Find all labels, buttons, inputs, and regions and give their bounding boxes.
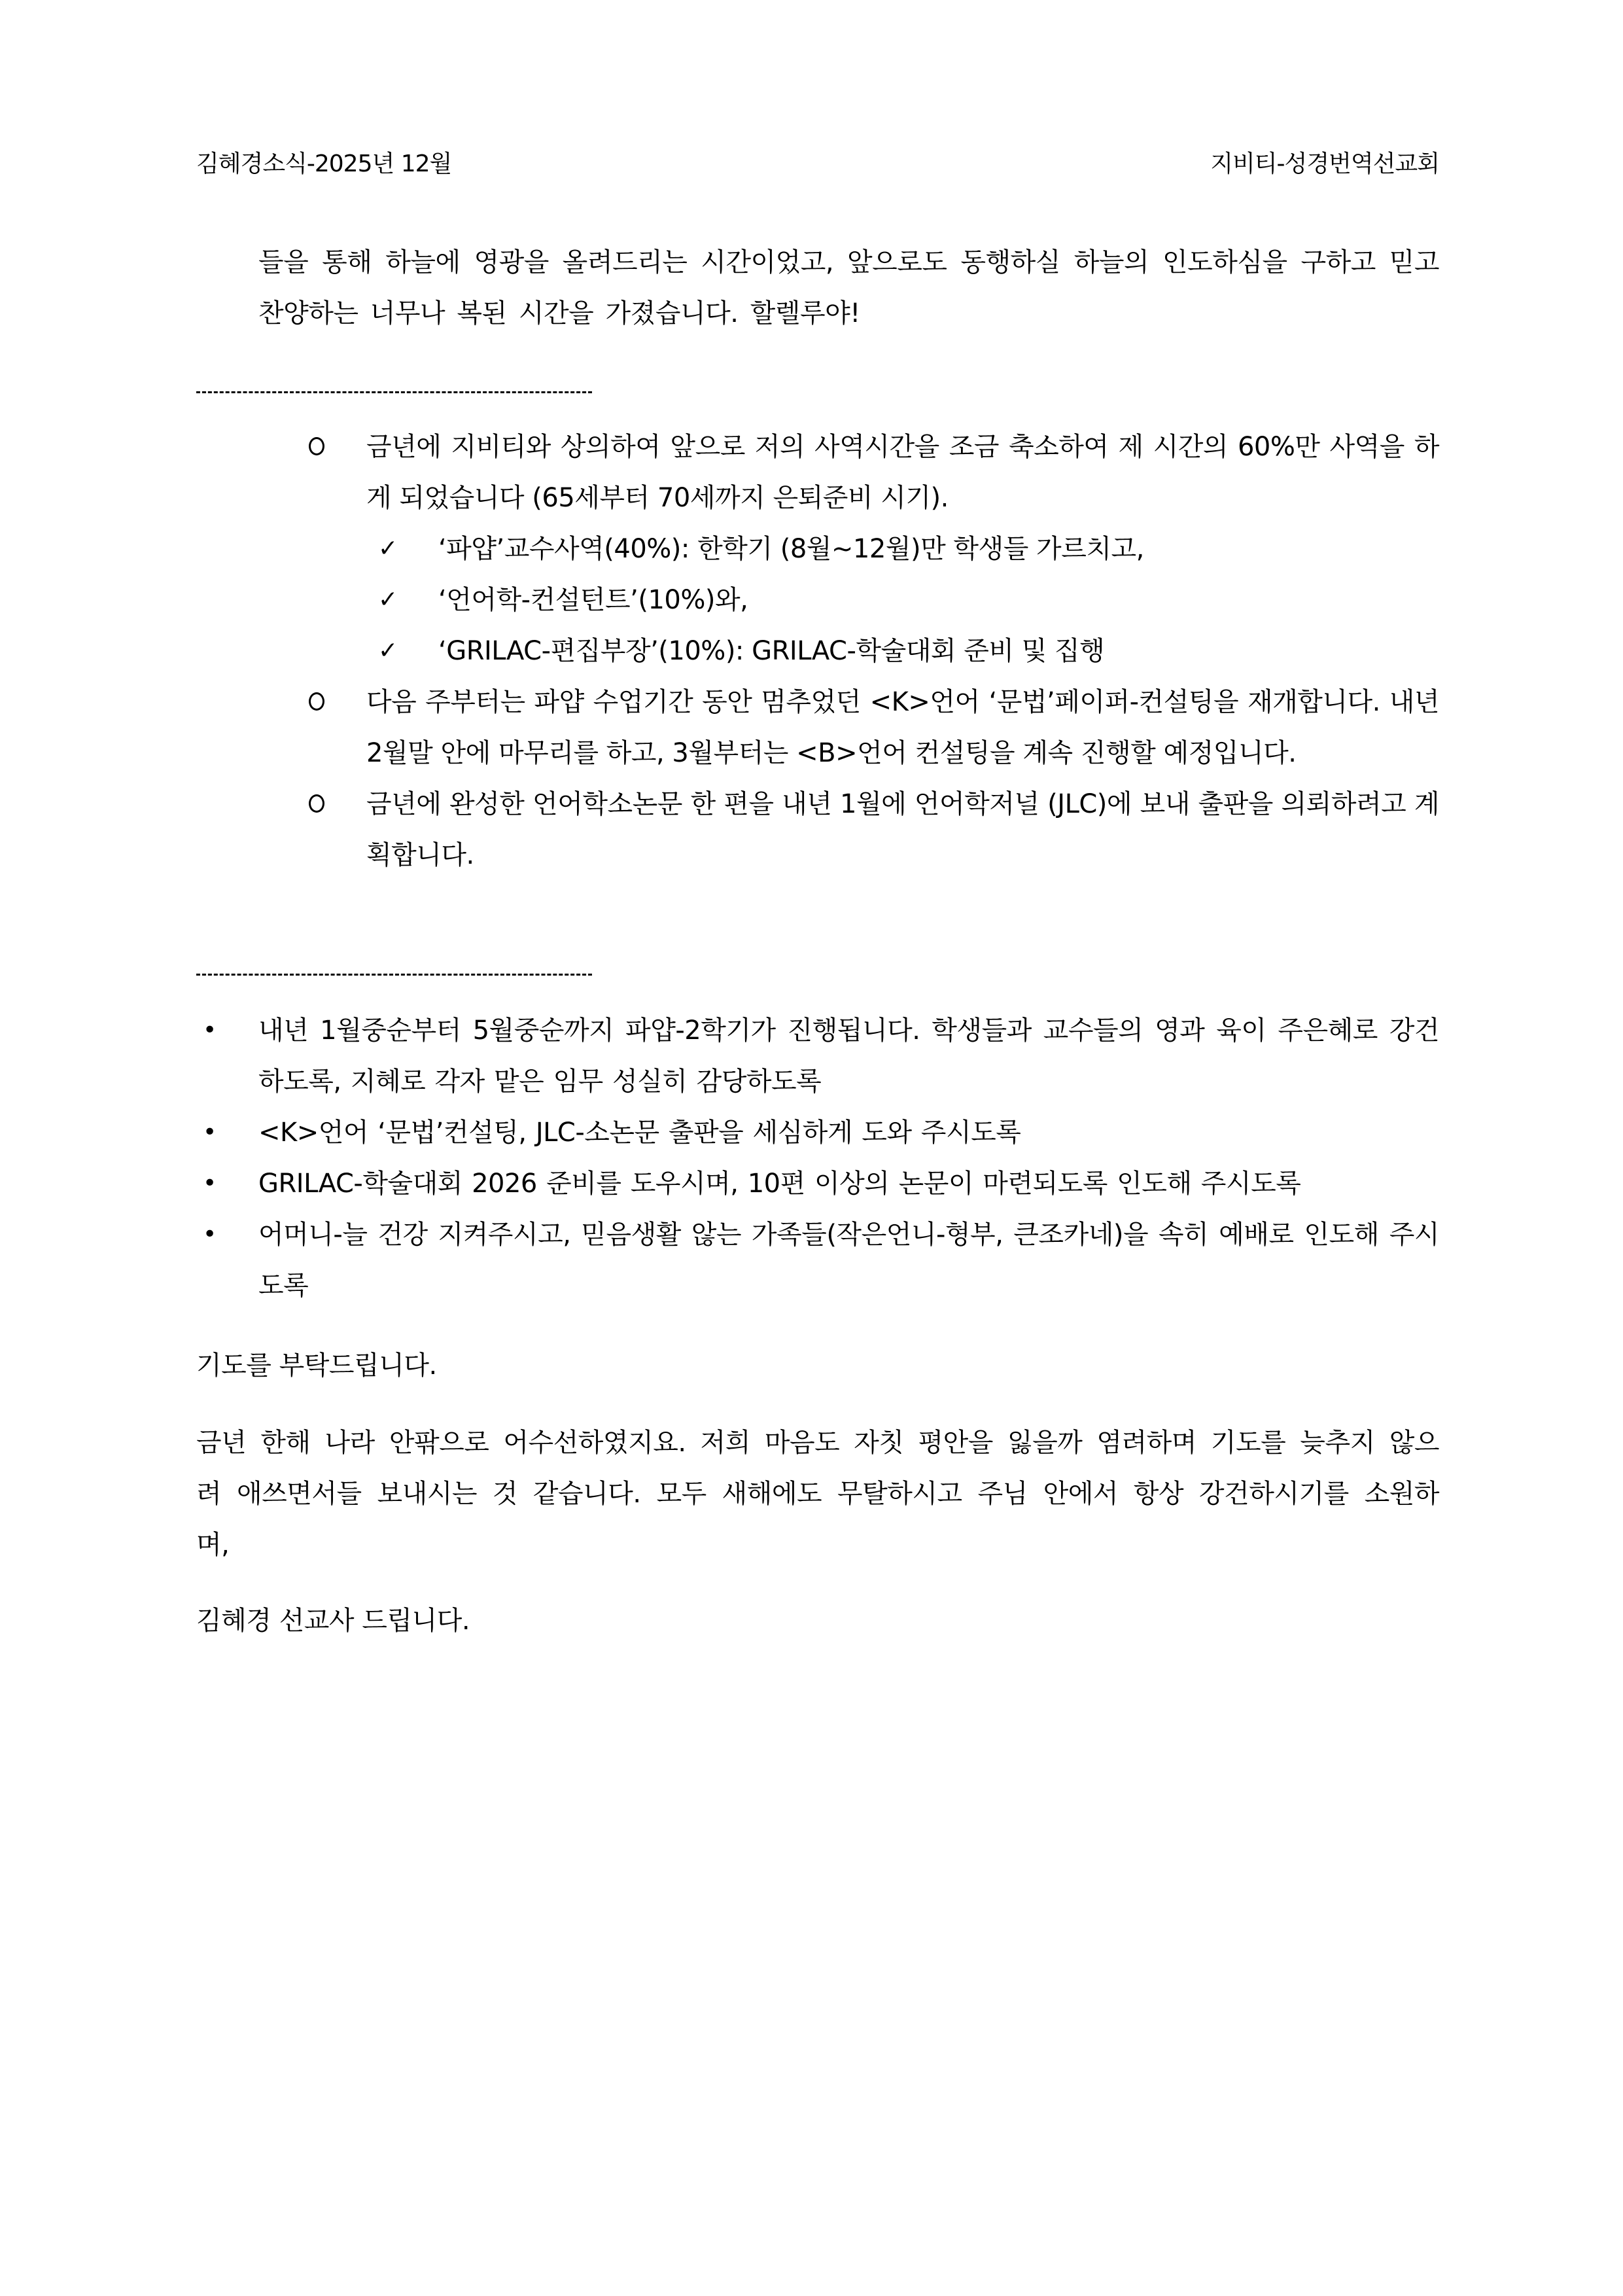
closing-paragraph: 금년 한해 나라 안팎으로 어수선하였지요. 저희 마음도 자칫 평안을 잃을까 염려하며 기도를 늦추지 않으려 애쓰면서들 보내시는 것 같습니다. 모두 새해에도 무탈하시고 주님 안에서 항상 강건하시기를 소원하며, xyxy=(196,1428,1439,1560)
checkmark-icon: ✓ xyxy=(378,586,398,613)
plan-text: 금년에 지비티와 상의하여 앞으로 저의 사역시간을 조금 축소하여 제 시간의 60%만 사역을 하게 되었습니다 (65세부터 70세까지 은퇴준비 시기). xyxy=(366,432,1439,513)
plan-subitem xyxy=(301,626,1439,677)
plan-subitem xyxy=(301,574,1439,626)
prayer-request-text: 어머니-늘 건강 지켜주시고, 믿음생활 않는 가족들(작은언니-형부, 큰조카네)을 속히 예배로 인도해 주시도록 xyxy=(258,1220,1439,1301)
circle-bullet-icon xyxy=(309,794,324,813)
intro-paragraph: 들을 통해 하늘에 영광을 올려드리는 시간이었고, 앞으로도 동행하실 하늘의 인도하심을 구하고 믿고 찬양하는 너무나 복된 시간을 가졌습니다. 할렐루야! xyxy=(258,247,1439,328)
signature: 김혜경 선교사 드립니다. xyxy=(196,1606,470,1636)
prayer-request-line: 기도를 부탁드립니다. xyxy=(196,1351,437,1381)
plan-subitem-text: ‘파얍’교수사역(40%): 한학기 (8월~12월)만 학생들 가르치고, xyxy=(438,534,1144,564)
bullet-icon: • xyxy=(203,1017,217,1044)
bullet-icon: • xyxy=(203,1170,217,1197)
plan-subitem xyxy=(301,523,1439,574)
plan-subitem-text: ‘GRILAC-편집부장’(10%): GRILAC-학술대회 준비 및 집행 xyxy=(438,636,1105,666)
prayer-request-text: <K>언어 ‘문법’컨설팅, JLC-소논문 출판을 세심하게 도와 주시도록 xyxy=(258,1118,1021,1148)
prayer-request-item xyxy=(196,1107,1439,1158)
dashed-separator xyxy=(196,391,592,393)
prayer-request-text: GRILAC-학술대회 2026 준비를 도우시며, 10편 이상의 논문이 마련되도록 인도해 주시도록 xyxy=(258,1169,1301,1199)
prayer-request-text: 내년 1월중순부터 5월중순까지 파얍-2학기가 진행됩니다. 학생들과 교수들의 영과 육이 주은혜로 강건하도록, 지혜로 각자 맡은 임무 성실히 감당하도록 xyxy=(258,1016,1439,1097)
dashed-separator xyxy=(196,974,592,976)
plan-item xyxy=(301,779,1439,881)
prayer-requests-list xyxy=(196,1005,1439,1311)
circle-bullet-icon xyxy=(309,437,324,455)
plan-subitem-text: ‘언어학-컨설턴트’(10%)와, xyxy=(438,585,748,615)
bullet-icon: • xyxy=(203,1119,217,1146)
plan-item xyxy=(301,677,1439,779)
prayer-request-item xyxy=(196,1005,1439,1107)
plan-item xyxy=(301,421,1439,677)
plans-list xyxy=(301,421,1439,881)
prayer-request-item xyxy=(196,1209,1439,1311)
plan-text: 다음 주부터는 파얍 수업기간 동안 멈추었던 <K>언어 ‘문법’페이퍼-컨설팅을 재개합니다. 내년 2월말 안에 마무리를 하고, 3월부터는 <B>언어 컨설팅을 계속 진행할 예정입니다. xyxy=(366,687,1439,768)
circle-bullet-icon xyxy=(309,692,324,711)
header-organization: 지비티-성경번역선교회 xyxy=(1210,150,1439,177)
checkmark-icon: ✓ xyxy=(378,535,398,562)
bullet-icon: • xyxy=(203,1221,217,1248)
header-title: 김혜경소식-2025년 12월 xyxy=(196,150,452,177)
plan-text: 금년에 완성한 언어학소논문 한 편을 내년 1월에 언어학저널 (JLC)에 보내 출판을 의뢰하려고 계획합니다. xyxy=(366,789,1439,870)
prayer-request-item xyxy=(196,1158,1439,1209)
checkmark-icon: ✓ xyxy=(378,637,398,664)
plan-subitems xyxy=(301,523,1439,677)
